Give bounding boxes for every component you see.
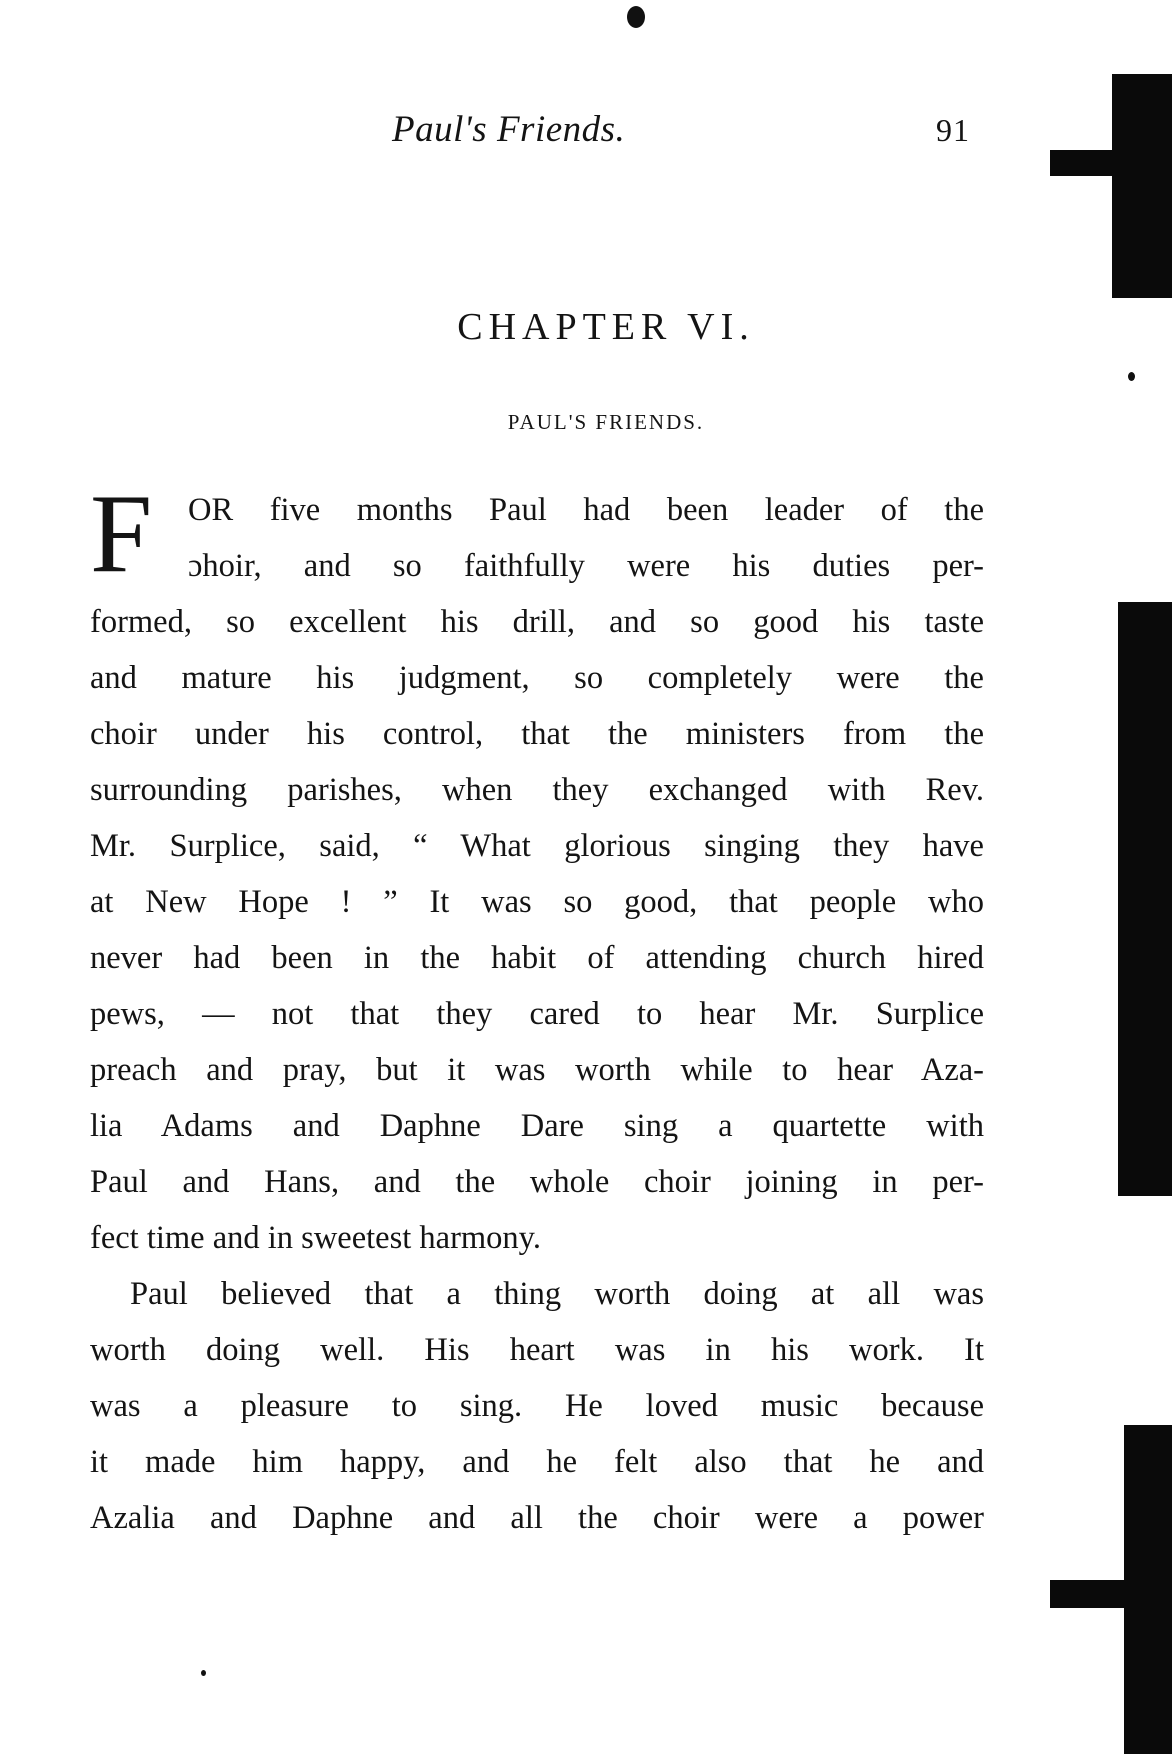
text-line: choir under his control, that the ministers from the (90, 716, 984, 752)
text-line: worth doing well. His heart was in his work. It (90, 1332, 984, 1368)
text-line: it made him happy, and he felt also that he and (90, 1444, 984, 1480)
text-line: Paul believed that a thing worth doing at all was (130, 1276, 984, 1312)
scan-edge-mark (1112, 74, 1172, 298)
ink-spot (627, 6, 645, 28)
text-line: Azalia and Daphne and all the choir were a power (90, 1500, 984, 1536)
ink-spot (201, 1670, 206, 1676)
scan-edge-mark (1124, 1425, 1172, 1754)
text-line: pews, — not that they cared to hear Mr. Surplice (90, 996, 984, 1032)
text-line: Paul and Hans, and the whole choir joining in per- (90, 1164, 984, 1200)
text-line: ɔhoir, and so faithfully were his duties per- (188, 548, 984, 584)
body-text (90, 472, 984, 1546)
running-head (0, 108, 1172, 168)
text-line: lia Adams and Daphne Dare sing a quartette with (90, 1108, 984, 1144)
second-paragraph (90, 1266, 984, 1546)
text-line: formed, so excellent his drill, and so good his taste (90, 604, 984, 640)
text-line: and mature his judgment, so completely were the (90, 660, 984, 696)
chapter-subtitle: PAUL'S FRIENDS. (507, 410, 705, 434)
scan-edge-mark (1118, 602, 1172, 1196)
scan-edge-mark (1050, 150, 1120, 176)
drop-cap: F (90, 472, 153, 596)
first-paragraph (90, 472, 984, 1266)
text-line: surrounding parishes, when they exchanged with Rev. (90, 772, 984, 808)
text-line: OR five months Paul had been leader of the (188, 492, 984, 528)
text-line: fect time and in sweetest harmony. (90, 1220, 541, 1256)
scan-edge-mark (1050, 1580, 1130, 1608)
page-number: 91 (936, 112, 970, 148)
ink-spot (1128, 372, 1135, 381)
chapter-heading: CHAPTER VI. (457, 306, 755, 348)
text-line: never had been in the habit of attending church hired (90, 940, 984, 976)
text-line: Mr. Surplice, said, “ What glorious singing they have (90, 828, 984, 864)
text-line: at New Hope ! ” It was so good, that people who (90, 884, 984, 920)
text-line: preach and pray, but it was worth while to hear Aza- (90, 1052, 984, 1088)
text-line: was a pleasure to sing. He loved music because (90, 1388, 984, 1424)
running-title: Paul's Friends. (392, 109, 626, 150)
